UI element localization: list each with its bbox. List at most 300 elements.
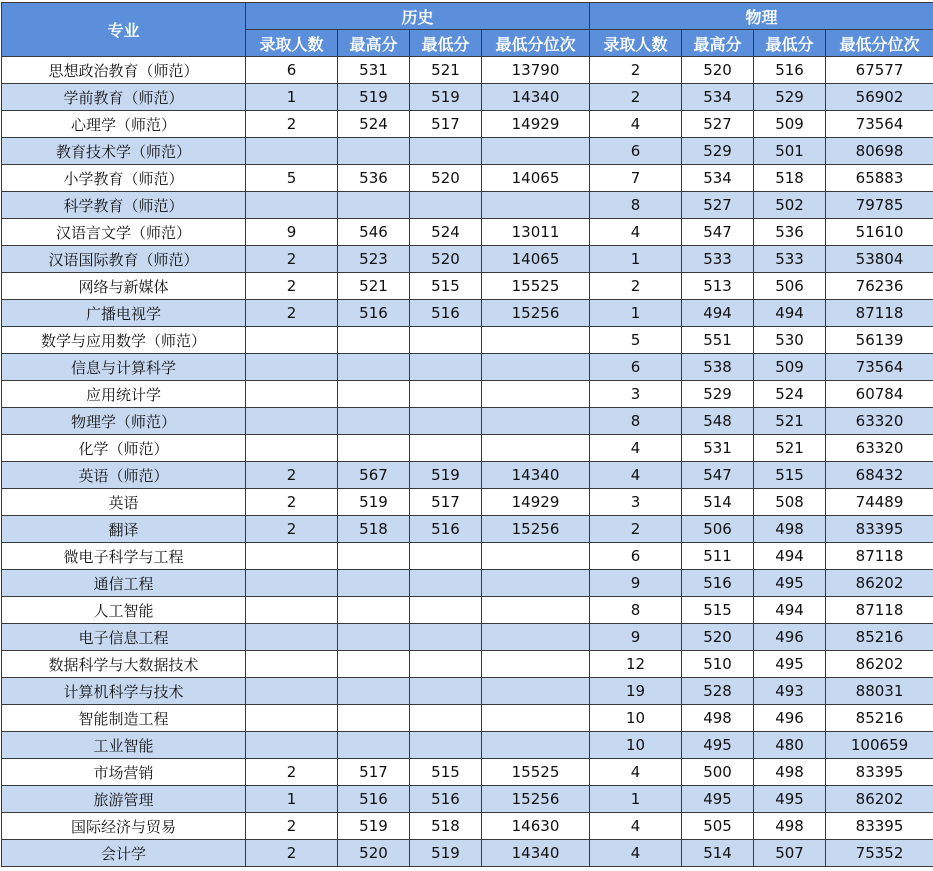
history-admitted-cell: 2: [246, 273, 338, 300]
history-min-rank-cell: [482, 543, 590, 570]
history-max-score-cell: 519: [338, 489, 410, 516]
history-max-score-cell: [338, 543, 410, 570]
history-max-score-header: 最高分: [338, 30, 410, 57]
history-max-score-cell: [338, 354, 410, 381]
table-row: [2, 732, 933, 759]
major-name-cell: 信息与计算科学: [2, 354, 246, 381]
table-row: [2, 840, 933, 867]
major-name-cell: 旅游管理: [2, 786, 246, 813]
history-min-score-cell: [410, 624, 482, 651]
physics-min-score-cell: 496: [754, 705, 826, 732]
history-admitted-cell: 2: [246, 759, 338, 786]
history-min-rank-cell: 14929: [482, 111, 590, 138]
history-admitted-header: 录取人数: [246, 30, 338, 57]
history-admitted-cell: 5: [246, 165, 338, 192]
physics-min-rank-cell: 63320: [826, 435, 933, 462]
major-name-cell: 应用统计学: [2, 381, 246, 408]
history-min-score-cell: 519: [410, 840, 482, 867]
history-max-score-cell: [338, 705, 410, 732]
history-admitted-cell: [246, 732, 338, 759]
physics-min-rank-cell: 74489: [826, 489, 933, 516]
physics-admitted-cell: 6: [590, 543, 682, 570]
physics-max-score-cell: 529: [682, 381, 754, 408]
history-admitted-cell: [246, 381, 338, 408]
history-min-score-cell: 517: [410, 489, 482, 516]
major-name-cell: 物理学（师范）: [2, 408, 246, 435]
history-min-rank-cell: 14065: [482, 165, 590, 192]
history-max-score-cell: [338, 570, 410, 597]
physics-min-score-cell: 521: [754, 408, 826, 435]
physics-min-rank-cell: 87118: [826, 597, 933, 624]
history-min-score-cell: 524: [410, 219, 482, 246]
major-name-cell: 数学与应用数学（师范）: [2, 327, 246, 354]
major-name-cell: 计算机科学与技术: [2, 678, 246, 705]
physics-min-score-cell: 496: [754, 624, 826, 651]
history-admitted-cell: 2: [246, 300, 338, 327]
history-group-header: 历史: [246, 3, 590, 30]
physics-min-score-cell: 536: [754, 219, 826, 246]
history-min-rank-cell: [482, 624, 590, 651]
history-max-score-cell: [338, 192, 410, 219]
physics-min-score-cell: 521: [754, 435, 826, 462]
history-min-score-cell: [410, 327, 482, 354]
history-min-score-cell: 516: [410, 300, 482, 327]
table-row: [2, 543, 933, 570]
history-min-rank-cell: [482, 435, 590, 462]
physics-admitted-cell: 2: [590, 273, 682, 300]
history-min-rank-cell: 14340: [482, 840, 590, 867]
physics-min-rank-cell: 83395: [826, 813, 933, 840]
history-min-score-cell: 519: [410, 84, 482, 111]
physics-max-score-cell: 548: [682, 408, 754, 435]
physics-min-rank-cell: 83395: [826, 759, 933, 786]
major-name-cell: 智能制造工程: [2, 705, 246, 732]
history-min-score-cell: [410, 408, 482, 435]
physics-admitted-cell: 4: [590, 462, 682, 489]
history-max-score-cell: 517: [338, 759, 410, 786]
history-admitted-cell: [246, 192, 338, 219]
physics-admitted-cell: 8: [590, 408, 682, 435]
table-row: [2, 300, 933, 327]
physics-admitted-cell: 3: [590, 381, 682, 408]
physics-min-score-cell: 495: [754, 786, 826, 813]
major-name-cell: 小学教育（师范）: [2, 165, 246, 192]
physics-max-score-cell: 529: [682, 138, 754, 165]
physics-admitted-cell: 9: [590, 624, 682, 651]
physics-min-rank-cell: 67577: [826, 57, 933, 84]
physics-admitted-cell: 6: [590, 354, 682, 381]
physics-max-score-cell: 527: [682, 111, 754, 138]
physics-min-rank-cell: 68432: [826, 462, 933, 489]
table-row: [2, 381, 933, 408]
physics-min-score-cell: 501: [754, 138, 826, 165]
physics-min-score-cell: 495: [754, 570, 826, 597]
history-min-rank-cell: [482, 678, 590, 705]
table-row: [2, 408, 933, 435]
history-min-rank-cell: [482, 732, 590, 759]
history-min-score-cell: 516: [410, 786, 482, 813]
history-min-rank-cell: 14340: [482, 462, 590, 489]
physics-min-rank-cell: 85216: [826, 624, 933, 651]
table-row: [2, 165, 933, 192]
history-min-rank-cell: [482, 138, 590, 165]
table-row: [2, 84, 933, 111]
history-max-score-cell: 546: [338, 219, 410, 246]
physics-admitted-cell: 4: [590, 840, 682, 867]
table-row: [2, 759, 933, 786]
physics-admitted-cell: 4: [590, 759, 682, 786]
table-row: [2, 651, 933, 678]
physics-max-score-cell: 495: [682, 732, 754, 759]
physics-admitted-cell: 2: [590, 516, 682, 543]
table-row: [2, 516, 933, 543]
history-admitted-cell: 1: [246, 84, 338, 111]
history-admitted-cell: [246, 624, 338, 651]
history-min-rank-cell: [482, 192, 590, 219]
history-max-score-cell: 519: [338, 84, 410, 111]
table-row: [2, 570, 933, 597]
physics-admitted-cell: 5: [590, 327, 682, 354]
history-max-score-cell: 518: [338, 516, 410, 543]
physics-min-score-cell: 524: [754, 381, 826, 408]
table-row: [2, 111, 933, 138]
history-min-rank-cell: 13790: [482, 57, 590, 84]
physics-min-score-cell: 509: [754, 354, 826, 381]
physics-min-score-cell: 494: [754, 543, 826, 570]
physics-min-score-cell: 493: [754, 678, 826, 705]
major-column-header: 专业: [2, 3, 246, 57]
physics-min-score-cell: 502: [754, 192, 826, 219]
history-admitted-cell: 9: [246, 219, 338, 246]
major-name-cell: 汉语言文学（师范）: [2, 219, 246, 246]
history-min-rank-cell: 14630: [482, 813, 590, 840]
physics-max-score-cell: 506: [682, 516, 754, 543]
history-min-score-cell: 515: [410, 759, 482, 786]
physics-max-score-cell: 520: [682, 57, 754, 84]
physics-min-rank-cell: 56139: [826, 327, 933, 354]
table-row: [2, 813, 933, 840]
history-min-rank-cell: 13011: [482, 219, 590, 246]
physics-max-score-cell: 511: [682, 543, 754, 570]
table-row: [2, 678, 933, 705]
history-max-score-cell: [338, 651, 410, 678]
history-max-score-cell: [338, 408, 410, 435]
history-max-score-cell: 520: [338, 840, 410, 867]
history-min-rank-cell: [482, 408, 590, 435]
physics-admitted-cell: 19: [590, 678, 682, 705]
physics-min-score-cell: 495: [754, 651, 826, 678]
history-max-score-cell: [338, 435, 410, 462]
history-min-score-cell: [410, 192, 482, 219]
admission-table: [1, 2, 933, 867]
physics-min-score-header: 最低分: [754, 30, 826, 57]
table-body: [2, 57, 933, 867]
history-min-rank-cell: [482, 651, 590, 678]
major-name-cell: 科学教育（师范）: [2, 192, 246, 219]
physics-max-score-cell: 547: [682, 219, 754, 246]
physics-max-score-cell: 534: [682, 165, 754, 192]
history-max-score-cell: 519: [338, 813, 410, 840]
history-min-score-header: 最低分: [410, 30, 482, 57]
physics-max-score-cell: 547: [682, 462, 754, 489]
physics-admitted-cell: 2: [590, 84, 682, 111]
history-min-rank-cell: [482, 354, 590, 381]
physics-admitted-cell: 4: [590, 813, 682, 840]
history-min-rank-cell: [482, 381, 590, 408]
history-max-score-cell: 516: [338, 786, 410, 813]
major-name-cell: 广播电视学: [2, 300, 246, 327]
history-min-score-cell: 520: [410, 165, 482, 192]
physics-min-score-cell: 494: [754, 597, 826, 624]
history-min-rank-cell: [482, 705, 590, 732]
physics-group-header: 物理: [590, 3, 933, 30]
physics-min-rank-cell: 75352: [826, 840, 933, 867]
physics-min-score-cell: 509: [754, 111, 826, 138]
physics-min-score-cell: 498: [754, 759, 826, 786]
history-admitted-cell: [246, 705, 338, 732]
history-admitted-cell: [246, 354, 338, 381]
physics-max-score-cell: 528: [682, 678, 754, 705]
physics-admitted-cell: 4: [590, 111, 682, 138]
table-row: [2, 273, 933, 300]
major-name-cell: 会计学: [2, 840, 246, 867]
history-min-rank-cell: [482, 570, 590, 597]
history-min-rank-cell: 15256: [482, 300, 590, 327]
history-admitted-cell: [246, 678, 338, 705]
history-min-rank-cell: 15256: [482, 786, 590, 813]
physics-max-score-cell: 513: [682, 273, 754, 300]
history-admitted-cell: 1: [246, 786, 338, 813]
history-admitted-cell: 2: [246, 516, 338, 543]
physics-min-score-cell: 480: [754, 732, 826, 759]
history-max-score-cell: 521: [338, 273, 410, 300]
major-name-cell: 微电子科学与工程: [2, 543, 246, 570]
physics-max-score-cell: 533: [682, 246, 754, 273]
table-row: [2, 192, 933, 219]
history-admitted-cell: [246, 327, 338, 354]
physics-min-score-cell: 533: [754, 246, 826, 273]
history-max-score-cell: 516: [338, 300, 410, 327]
history-max-score-cell: 536: [338, 165, 410, 192]
physics-admitted-cell: 4: [590, 435, 682, 462]
history-min-score-cell: [410, 381, 482, 408]
physics-min-score-cell: 506: [754, 273, 826, 300]
history-max-score-cell: [338, 138, 410, 165]
physics-max-score-cell: 510: [682, 651, 754, 678]
history-min-score-cell: [410, 705, 482, 732]
physics-max-score-cell: 514: [682, 489, 754, 516]
physics-max-score-cell: 494: [682, 300, 754, 327]
physics-min-rank-cell: 80698: [826, 138, 933, 165]
physics-min-rank-cell: 63320: [826, 408, 933, 435]
physics-min-rank-cell: 86202: [826, 786, 933, 813]
major-name-cell: 思想政治教育（师范）: [2, 57, 246, 84]
physics-max-score-cell: 531: [682, 435, 754, 462]
table-row: [2, 705, 933, 732]
history-min-score-cell: 517: [410, 111, 482, 138]
physics-max-score-cell: 495: [682, 786, 754, 813]
table-row: [2, 435, 933, 462]
history-min-score-cell: 515: [410, 273, 482, 300]
history-admitted-cell: 6: [246, 57, 338, 84]
major-name-cell: 学前教育（师范）: [2, 84, 246, 111]
history-max-score-cell: [338, 597, 410, 624]
physics-max-score-cell: 515: [682, 597, 754, 624]
major-name-cell: 英语（师范）: [2, 462, 246, 489]
history-min-score-cell: [410, 570, 482, 597]
history-min-rank-cell: 15256: [482, 516, 590, 543]
physics-admitted-cell: 1: [590, 300, 682, 327]
history-min-score-cell: [410, 138, 482, 165]
history-admitted-cell: [246, 435, 338, 462]
major-name-cell: 电子信息工程: [2, 624, 246, 651]
physics-min-score-cell: 498: [754, 516, 826, 543]
major-name-cell: 汉语国际教育（师范）: [2, 246, 246, 273]
table-row: [2, 624, 933, 651]
history-min-rank-cell: 15525: [482, 759, 590, 786]
history-min-score-cell: [410, 651, 482, 678]
history-min-score-cell: 520: [410, 246, 482, 273]
physics-max-score-cell: 516: [682, 570, 754, 597]
history-min-rank-cell: 15525: [482, 273, 590, 300]
history-admitted-cell: 2: [246, 111, 338, 138]
table-row: [2, 354, 933, 381]
physics-min-score-cell: 498: [754, 813, 826, 840]
major-name-cell: 教育技术学（师范）: [2, 138, 246, 165]
physics-max-score-cell: 538: [682, 354, 754, 381]
history-max-score-cell: 531: [338, 57, 410, 84]
history-admitted-cell: [246, 543, 338, 570]
physics-admitted-cell: 7: [590, 165, 682, 192]
history-min-rank-cell: 14065: [482, 246, 590, 273]
history-min-score-cell: [410, 678, 482, 705]
history-min-score-cell: [410, 597, 482, 624]
physics-min-rank-cell: 73564: [826, 354, 933, 381]
major-name-cell: 数据科学与大数据技术: [2, 651, 246, 678]
physics-max-score-cell: 520: [682, 624, 754, 651]
table-row: [2, 246, 933, 273]
history-min-score-cell: [410, 732, 482, 759]
table-row: [2, 462, 933, 489]
physics-min-rank-cell: 83395: [826, 516, 933, 543]
history-min-rank-cell: 14340: [482, 84, 590, 111]
physics-admitted-cell: 3: [590, 489, 682, 516]
table-row: [2, 57, 933, 84]
physics-min-rank-cell: 76236: [826, 273, 933, 300]
history-max-score-cell: 524: [338, 111, 410, 138]
history-min-score-cell: [410, 435, 482, 462]
physics-min-rank-cell: 86202: [826, 651, 933, 678]
physics-admitted-cell: 2: [590, 57, 682, 84]
physics-admitted-cell: 10: [590, 732, 682, 759]
physics-min-score-cell: 530: [754, 327, 826, 354]
table-row: [2, 786, 933, 813]
history-admitted-cell: 2: [246, 462, 338, 489]
major-name-cell: 通信工程: [2, 570, 246, 597]
physics-min-rank-cell: 86202: [826, 570, 933, 597]
history-admitted-cell: 2: [246, 489, 338, 516]
physics-min-rank-cell: 87118: [826, 543, 933, 570]
physics-max-score-cell: 498: [682, 705, 754, 732]
history-admitted-cell: [246, 570, 338, 597]
physics-min-score-cell: 518: [754, 165, 826, 192]
history-admitted-cell: [246, 651, 338, 678]
history-min-score-cell: [410, 354, 482, 381]
history-min-rank-cell: 14929: [482, 489, 590, 516]
history-max-score-cell: 523: [338, 246, 410, 273]
history-admitted-cell: 2: [246, 246, 338, 273]
history-max-score-cell: [338, 381, 410, 408]
major-name-cell: 国际经济与贸易: [2, 813, 246, 840]
physics-admitted-cell: 9: [590, 570, 682, 597]
physics-max-score-header: 最高分: [682, 30, 754, 57]
physics-max-score-cell: 534: [682, 84, 754, 111]
physics-admitted-header: 录取人数: [590, 30, 682, 57]
table-row: [2, 327, 933, 354]
history-min-rank-cell: [482, 597, 590, 624]
table-header: [2, 3, 933, 57]
history-min-score-cell: 518: [410, 813, 482, 840]
physics-admitted-cell: 8: [590, 597, 682, 624]
physics-min-rank-cell: 100659: [826, 732, 933, 759]
physics-admitted-cell: 12: [590, 651, 682, 678]
physics-min-rank-cell: 51610: [826, 219, 933, 246]
table-row: [2, 597, 933, 624]
physics-admitted-cell: 4: [590, 219, 682, 246]
physics-min-rank-header: 最低分位次: [826, 30, 933, 57]
history-min-score-cell: 519: [410, 462, 482, 489]
history-max-score-cell: 567: [338, 462, 410, 489]
major-name-cell: 人工智能: [2, 597, 246, 624]
history-admitted-cell: [246, 597, 338, 624]
history-max-score-cell: [338, 678, 410, 705]
major-name-cell: 英语: [2, 489, 246, 516]
history-min-score-cell: [410, 543, 482, 570]
table-row: [2, 489, 933, 516]
physics-admitted-cell: 1: [590, 786, 682, 813]
physics-min-rank-cell: 79785: [826, 192, 933, 219]
history-min-rank-cell: [482, 327, 590, 354]
physics-min-rank-cell: 88031: [826, 678, 933, 705]
physics-max-score-cell: 505: [682, 813, 754, 840]
major-name-cell: 心理学（师范）: [2, 111, 246, 138]
history-max-score-cell: [338, 624, 410, 651]
physics-min-score-cell: 507: [754, 840, 826, 867]
major-name-cell: 市场营销: [2, 759, 246, 786]
major-name-cell: 翻译: [2, 516, 246, 543]
history-min-rank-header: 最低分位次: [482, 30, 590, 57]
physics-min-score-cell: 516: [754, 57, 826, 84]
physics-min-rank-cell: 56902: [826, 84, 933, 111]
physics-min-score-cell: 529: [754, 84, 826, 111]
physics-max-score-cell: 527: [682, 192, 754, 219]
physics-admitted-cell: 10: [590, 705, 682, 732]
physics-admitted-cell: 6: [590, 138, 682, 165]
physics-min-rank-cell: 53804: [826, 246, 933, 273]
physics-min-score-cell: 515: [754, 462, 826, 489]
physics-min-score-cell: 494: [754, 300, 826, 327]
physics-admitted-cell: 1: [590, 246, 682, 273]
major-name-cell: 化学（师范）: [2, 435, 246, 462]
history-min-score-cell: 516: [410, 516, 482, 543]
major-name-cell: 网络与新媒体: [2, 273, 246, 300]
table-row: [2, 219, 933, 246]
physics-min-rank-cell: 87118: [826, 300, 933, 327]
physics-admitted-cell: 8: [590, 192, 682, 219]
physics-min-rank-cell: 60784: [826, 381, 933, 408]
physics-max-score-cell: 551: [682, 327, 754, 354]
physics-min-rank-cell: 73564: [826, 111, 933, 138]
